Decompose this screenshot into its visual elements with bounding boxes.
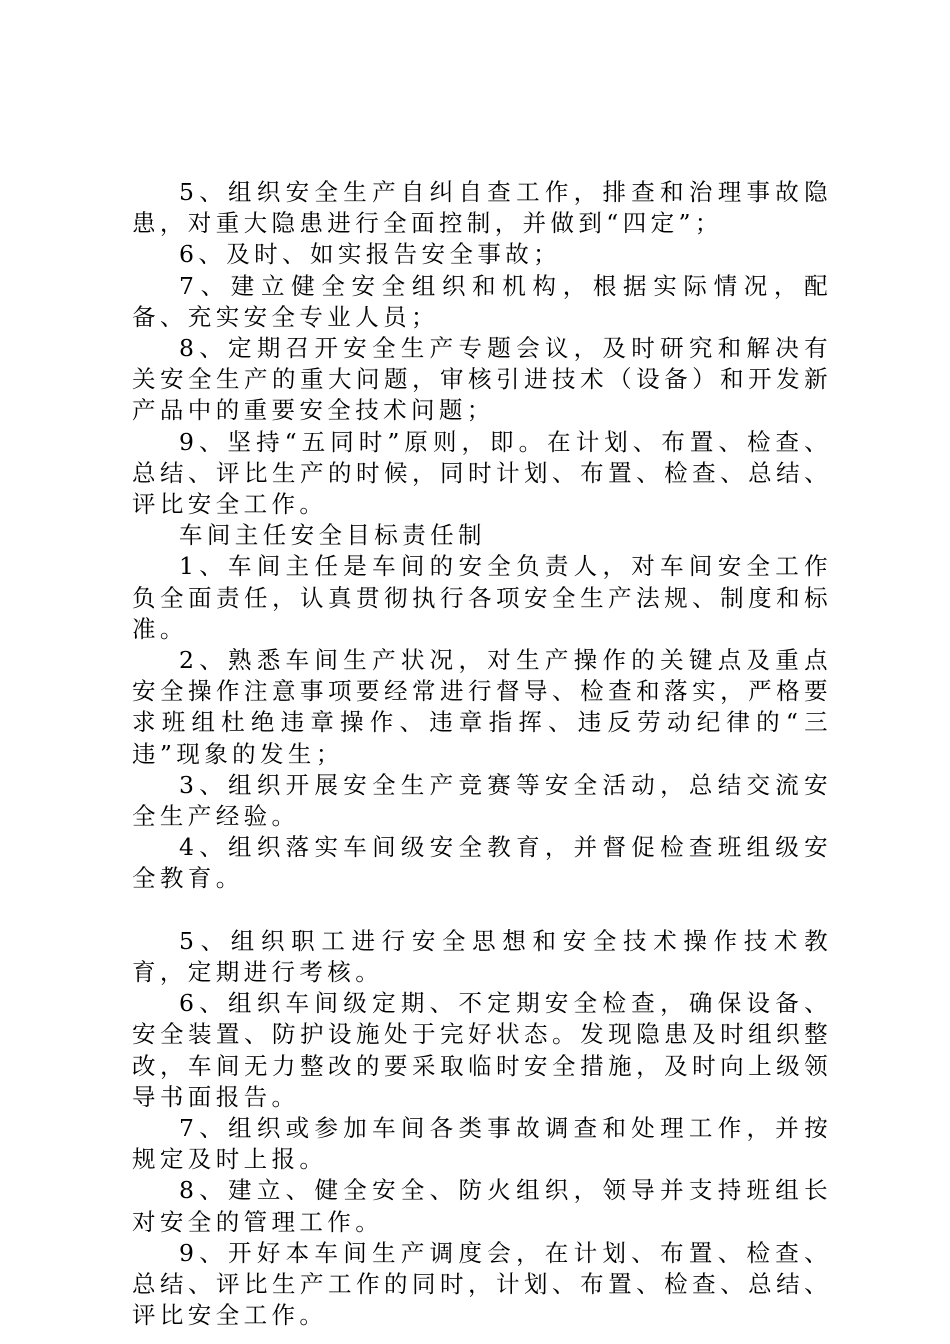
paragraph-item-6b: 6、组织车间级定期、不定期安全检查，确保设备、安全装置、防护设施处于完好状态。发现隐患及时组织整改，车间无力整改的要采取临时安全措施，及时向上级领导书面报告。 [132,989,832,1111]
section-heading: 车间主任安全目标责任制 [179,521,486,550]
paragraph-item-9: 9、坚持“五同时”原则，即。在计划、布置、检查、总结、评比生产的时候，同时计划、布置、检查、总结、评比安全工作。 [132,427,832,519]
paragraph-item-8: 8、定期召开安全生产专题会议，及时研究和解决有关安全生产的重大问题，审核引进技术（设备）和开发新产品中的重要安全技术问题； [132,334,832,425]
paragraph-item-6: 6、及时、如实报告安全事故； [179,240,562,269]
paragraph-gap [132,895,832,926]
paragraph-item-5b: 5、组织职工进行安全思想和安全技术操作技术教育，定期进行考核。 [132,926,832,987]
paragraph-item-5: 5、组织安全生产自纠自查工作，排查和治理事故隐患，对重大隐患进行全面控制，并做到“四定”； [132,178,832,238]
paragraph-item-7: 7、建立健全安全组织和机构，根据实际情况，配备、充实安全专业人员； [132,271,832,331]
paragraph-item-7b: 7、组织或参加车间各类事故调查和处理工作，并按规定及时上报。 [132,1114,832,1174]
paragraph-item-4: 4、组织落实车间级安全教育，并督促检查班组级安全教育。 [132,833,832,893]
paragraph-item-9b: 9、开好本车间生产调度会，在计划、布置、检查、总结、评比生产工作的同时，计划、布置、检查、总结、评比安全工作。 [132,1238,832,1330]
paragraph-item-3: 3、组织开展安全生产竞赛等安全活动，总结交流安全生产经验。 [132,770,832,831]
paragraph-item-1: 1、车间主任是车间的安全负责人，对车间安全工作负全面责任，认真贯彻执行各项安全生产法规、制度和标准。 [132,552,832,643]
paragraph-item-2: 2、熟悉车间生产状况，对生产操作的关键点及重点安全操作注意事项要经常进行督导、检查和落实，严格要求班组杜绝违章操作、违章指挥、违反劳动纪律的“三违”现象的发生； [132,646,832,768]
document-body [132,177,832,1332]
paragraph-item-8b: 8、建立、健全安全、防火组织，领导并支持班组长对安全的管理工作。 [132,1176,832,1236]
